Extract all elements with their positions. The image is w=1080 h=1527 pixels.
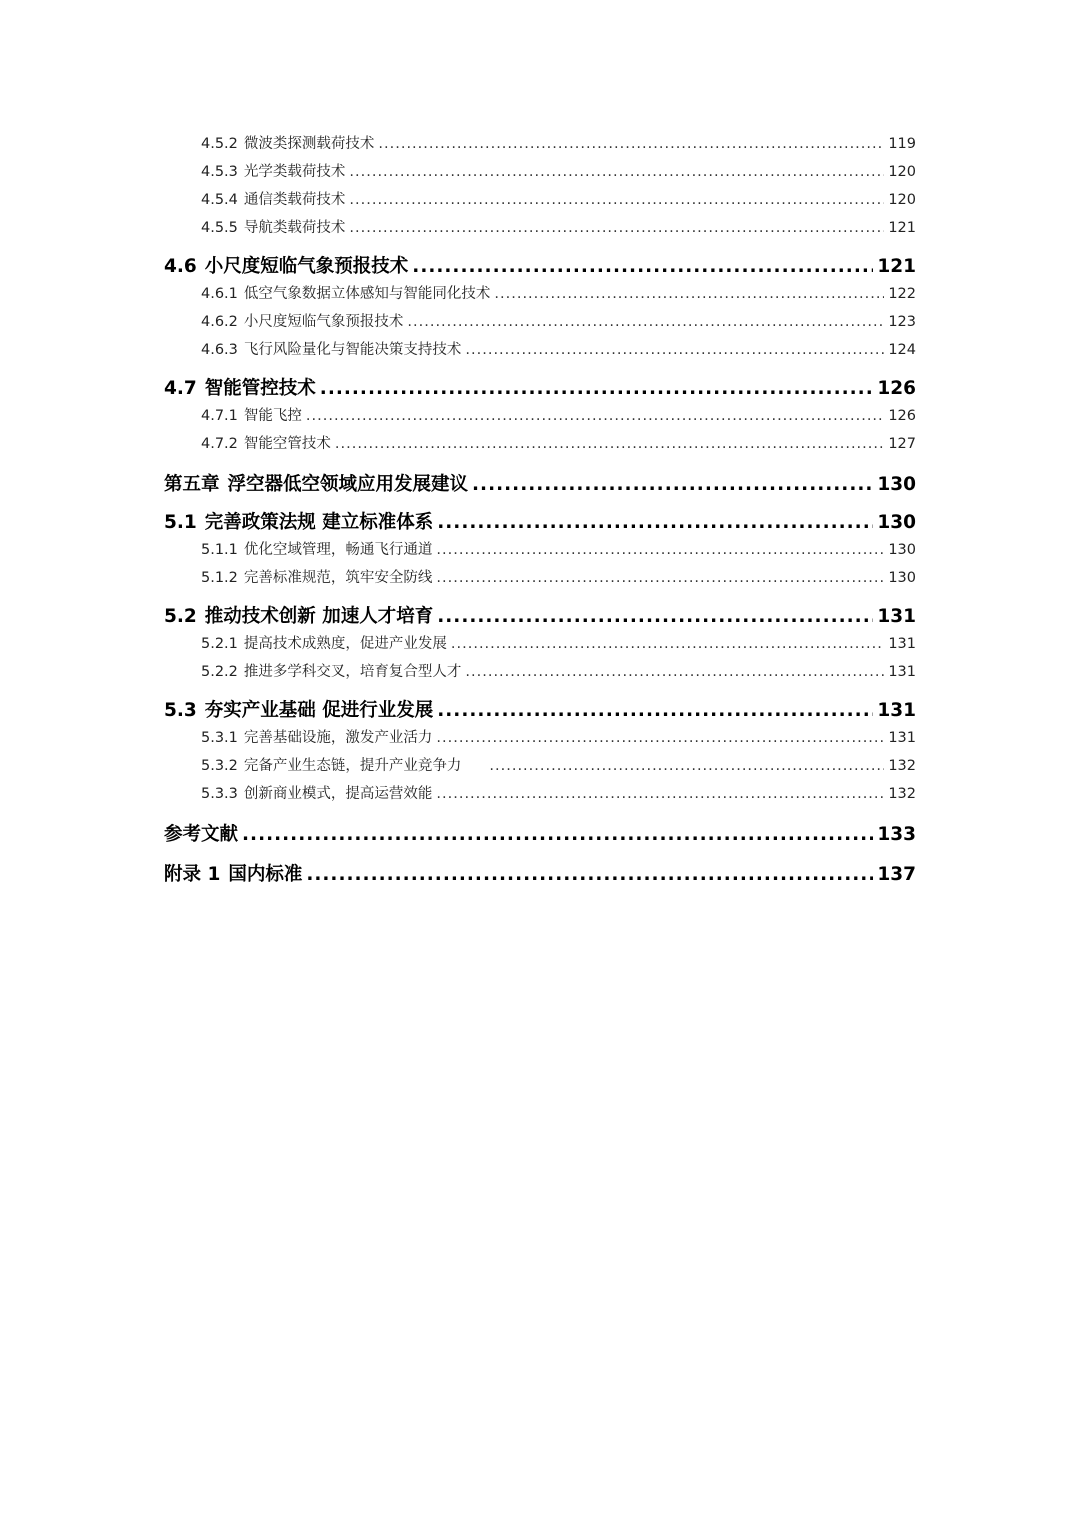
toc-entry-4-5-3[interactable] bbox=[201, 158, 916, 186]
toc-section-5-3[interactable] bbox=[164, 698, 916, 724]
toc-chapter-title: 浮空器低空领域应用发展建议 bbox=[227, 474, 469, 495]
toc-entry-4-5-5[interactable] bbox=[201, 214, 916, 242]
toc-entry-number: 4.5.3 bbox=[201, 164, 238, 180]
dot-leader bbox=[494, 280, 884, 308]
toc-entry-page: 126 bbox=[888, 408, 916, 424]
dot-leader bbox=[335, 430, 884, 458]
toc-chapter-number: 第五章 bbox=[164, 474, 220, 495]
toc-entry-title: 推进多学科交叉，培育复合型人才 bbox=[243, 664, 462, 680]
toc-chapter-page: 133 bbox=[877, 824, 916, 845]
toc-section-page: 131 bbox=[877, 606, 916, 627]
toc-entry-4-6-3[interactable] bbox=[201, 336, 916, 364]
toc-chapter-page: 137 bbox=[877, 864, 916, 885]
toc-section-title: 夯实产业基础 促进行业发展 bbox=[204, 700, 434, 721]
toc-entry-page: 123 bbox=[888, 314, 916, 330]
dot-leader bbox=[436, 564, 884, 592]
toc-entry-title: 通信类载荷技术 bbox=[243, 192, 346, 208]
toc-entry-title: 小尺度短临气象预报技术 bbox=[243, 314, 404, 330]
toc-section-title: 完善政策法规 建立标准体系 bbox=[204, 512, 434, 533]
toc-entry-5-1-2[interactable] bbox=[201, 564, 916, 592]
toc-entry-5-2-2[interactable] bbox=[201, 658, 916, 686]
toc-section-5-2[interactable] bbox=[164, 604, 916, 630]
dot-leader bbox=[472, 472, 873, 498]
toc-entry-title: 微波类探测载荷技术 bbox=[243, 136, 375, 152]
toc-entry-number: 4.7.2 bbox=[201, 436, 238, 452]
toc-section-page: 126 bbox=[877, 378, 916, 399]
toc-section-number: 4.7 bbox=[164, 378, 197, 399]
dot-leader bbox=[451, 630, 884, 658]
toc-entry-4-6-1[interactable] bbox=[201, 280, 916, 308]
toc-entry-title: 完善基础设施，激发产业活力 bbox=[243, 730, 433, 746]
toc-entry-page: 132 bbox=[888, 786, 916, 802]
toc-entry-title: 完备产业生态链，提升产业竞争力 bbox=[243, 758, 462, 774]
toc-entry-5-2-1[interactable] bbox=[201, 630, 916, 658]
toc-section-number: 5.3 bbox=[164, 700, 197, 721]
toc-entry-title: 光学类载荷技术 bbox=[243, 164, 346, 180]
toc-entry-title: 飞行风险量化与智能决策支持技术 bbox=[243, 342, 462, 358]
toc-section-title: 智能管控技术 bbox=[204, 378, 316, 399]
toc-entry-page: 122 bbox=[888, 286, 916, 302]
toc-entry-page: 121 bbox=[888, 220, 916, 236]
toc-entry-number: 4.6.2 bbox=[201, 314, 238, 330]
toc-section-4-6[interactable] bbox=[164, 254, 916, 280]
dot-leader bbox=[436, 724, 884, 752]
toc-entry-4-7-1[interactable] bbox=[201, 402, 916, 430]
toc-entry-number: 5.3.2 bbox=[201, 758, 238, 774]
toc-entry-page: 130 bbox=[888, 570, 916, 586]
toc-entry-number: 5.3.3 bbox=[201, 786, 238, 802]
toc-section-page: 131 bbox=[877, 700, 916, 721]
toc-entry-page: 120 bbox=[888, 192, 916, 208]
toc-section-page: 121 bbox=[877, 256, 916, 277]
dot-leader bbox=[437, 604, 873, 630]
toc-entry-5-1-1[interactable] bbox=[201, 536, 916, 564]
toc-entry-page: 130 bbox=[888, 542, 916, 558]
dot-leader bbox=[306, 862, 873, 888]
dot-leader bbox=[436, 780, 884, 808]
toc-chapter-number: 附录 1 bbox=[164, 864, 221, 885]
dot-leader bbox=[349, 158, 884, 186]
toc-chapter-page: 130 bbox=[877, 474, 916, 495]
toc-section-page: 130 bbox=[877, 512, 916, 533]
toc-entry-page: 132 bbox=[888, 758, 916, 774]
toc-entry-5-3-3[interactable] bbox=[201, 780, 916, 808]
toc-entry-title: 智能飞控 bbox=[243, 408, 302, 424]
toc-entry-number: 4.7.1 bbox=[201, 408, 238, 424]
toc-entry-number: 5.1.1 bbox=[201, 542, 238, 558]
toc-entry-5-3-2[interactable] bbox=[201, 752, 916, 780]
dot-leader bbox=[407, 308, 884, 336]
toc-entry-number: 4.6.1 bbox=[201, 286, 238, 302]
dot-leader bbox=[320, 376, 874, 402]
toc-entry-number: 4.5.5 bbox=[201, 220, 238, 236]
toc-entry-number: 5.2.1 bbox=[201, 636, 238, 652]
toc-section-number: 4.6 bbox=[164, 256, 197, 277]
toc-chapter-title: 参考文献 bbox=[164, 824, 239, 845]
dot-leader bbox=[242, 822, 873, 848]
toc-entry-number: 4.5.2 bbox=[201, 136, 238, 152]
toc-references[interactable] bbox=[164, 822, 916, 848]
toc-chapter-5[interactable] bbox=[164, 472, 916, 498]
dot-leader bbox=[306, 402, 884, 430]
toc-appendix-1[interactable] bbox=[164, 862, 916, 888]
dot-leader bbox=[378, 130, 884, 158]
toc-entry-4-7-2[interactable] bbox=[201, 430, 916, 458]
toc-chapter-title: 国内标准 bbox=[228, 864, 303, 885]
toc-entry-title: 提高技术成熟度，促进产业发展 bbox=[243, 636, 447, 652]
toc-entry-number: 5.1.2 bbox=[201, 570, 238, 586]
dot-leader bbox=[412, 254, 873, 280]
toc-entry-page: 119 bbox=[888, 136, 916, 152]
dot-leader bbox=[436, 536, 884, 564]
toc-section-title: 推动技术创新 加速人才培育 bbox=[204, 606, 434, 627]
dot-leader bbox=[349, 214, 884, 242]
dot-leader bbox=[437, 510, 873, 536]
dot-leader bbox=[437, 698, 873, 724]
toc-entry-number: 5.3.1 bbox=[201, 730, 238, 746]
toc-entry-title: 优化空域管理，畅通飞行通道 bbox=[243, 542, 433, 558]
dot-leader bbox=[489, 752, 884, 780]
toc-entry-number: 5.2.2 bbox=[201, 664, 238, 680]
dot-leader bbox=[465, 658, 884, 686]
toc-entry-4-6-2[interactable] bbox=[201, 308, 916, 336]
toc-entry-4-5-2[interactable] bbox=[201, 130, 916, 158]
toc-entry-4-5-4[interactable] bbox=[201, 186, 916, 214]
toc-entry-page: 131 bbox=[888, 730, 916, 746]
dot-leader bbox=[465, 336, 884, 364]
toc-section-number: 5.2 bbox=[164, 606, 197, 627]
toc-section-number: 5.1 bbox=[164, 512, 197, 533]
toc-entry-title: 创新商业模式，提高运营效能 bbox=[243, 786, 433, 802]
toc-entry-number: 4.5.4 bbox=[201, 192, 238, 208]
toc-section-5-1[interactable] bbox=[164, 510, 916, 536]
toc-section-4-7[interactable] bbox=[164, 376, 916, 402]
toc-entry-page: 127 bbox=[888, 436, 916, 452]
dot-leader bbox=[349, 186, 884, 214]
toc-entry-title: 导航类载荷技术 bbox=[243, 220, 346, 236]
toc-entry-page: 124 bbox=[888, 342, 916, 358]
toc-entry-title: 完善标准规范，筑牢安全防线 bbox=[243, 570, 433, 586]
toc-entry-page: 120 bbox=[888, 164, 916, 180]
table-of-contents bbox=[164, 130, 916, 888]
toc-entry-page: 131 bbox=[888, 636, 916, 652]
toc-entry-5-3-1[interactable] bbox=[201, 724, 916, 752]
toc-entry-page: 131 bbox=[888, 664, 916, 680]
toc-entry-title: 智能空管技术 bbox=[243, 436, 331, 452]
toc-section-title: 小尺度短临气象预报技术 bbox=[204, 256, 409, 277]
toc-entry-title: 低空气象数据立体感知与智能同化技术 bbox=[243, 286, 491, 302]
toc-entry-number: 4.6.3 bbox=[201, 342, 238, 358]
